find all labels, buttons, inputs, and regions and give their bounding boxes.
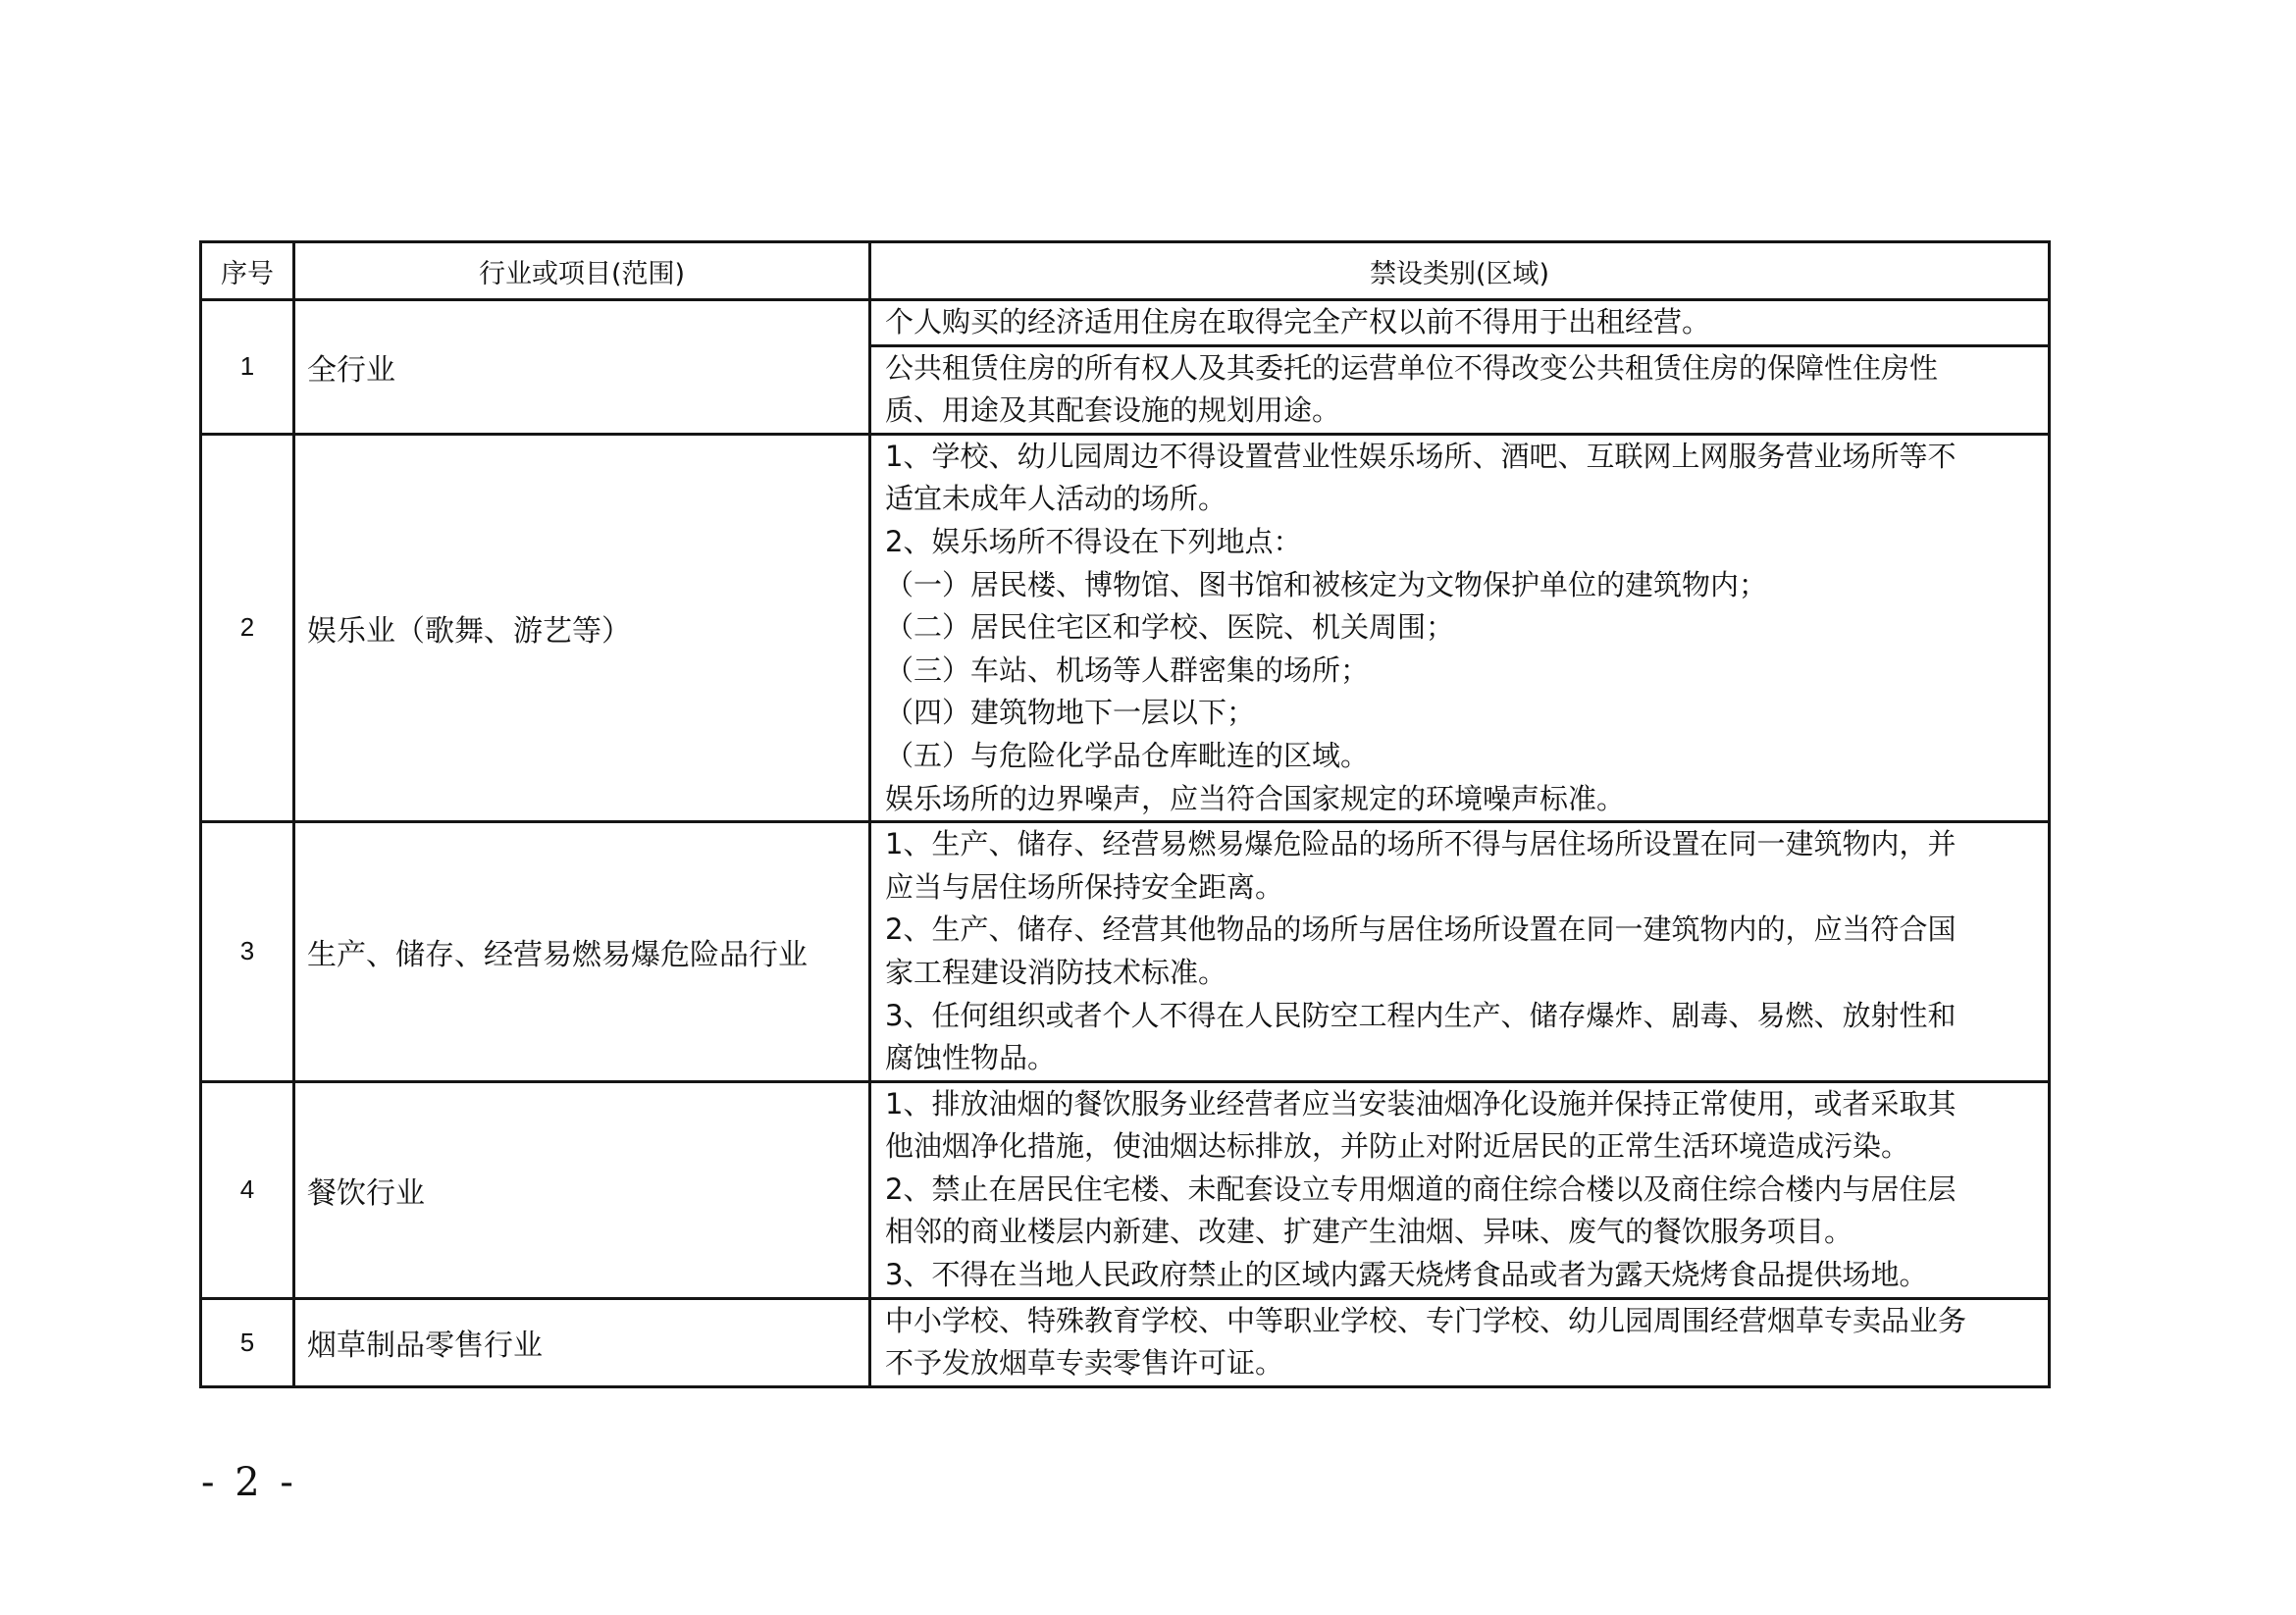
restriction-line: 2、娱乐场所不得设在下列地点： xyxy=(885,524,1302,558)
row-serial-number: 5 xyxy=(201,1298,294,1386)
restriction-line: （四）建筑物地下一层以下； xyxy=(885,696,1256,730)
restriction-block xyxy=(871,436,2048,820)
restriction-block xyxy=(871,1083,2048,1297)
restriction-line: 中小学校、特殊教育学校、中等职业学校、专门学校、幼儿园周围经营烟草专卖品业务 xyxy=(885,1303,1967,1337)
table-row xyxy=(201,300,2050,435)
row-restrictions xyxy=(870,822,2050,1082)
table-body xyxy=(201,300,2050,1387)
row-industry: 烟草制品零售行业 xyxy=(294,1298,870,1386)
restriction-table xyxy=(199,240,2051,1388)
table-row xyxy=(201,1081,2050,1298)
row-restrictions xyxy=(870,434,2050,821)
restriction-line: 公共租赁住房的所有权人及其委托的运营单位不得改变公共租赁住房的保障性住房性 xyxy=(885,350,1939,385)
row-restrictions xyxy=(870,1298,2050,1386)
restriction-line: 个人购买的经济适用住房在取得完全产权以前不得用于出租经营。 xyxy=(885,305,1711,339)
restriction-line: 不予发放烟草专卖零售许可证。 xyxy=(885,1346,1284,1381)
header-serial-number: 序号 xyxy=(201,242,294,300)
table-header-row xyxy=(201,242,2050,300)
row-industry: 生产、储存、经营易燃易爆危险品行业 xyxy=(294,822,870,1082)
restriction-line: 应当与居住场所保持安全距离。 xyxy=(885,869,1284,904)
restriction-line: （三）车站、机场等人群密集的场所； xyxy=(885,652,1370,687)
restriction-block xyxy=(871,823,2048,1080)
restriction-line: 相邻的商业楼层内新建、改建、扩建产生油烟、异味、废气的餐饮服务项目。 xyxy=(885,1215,1853,1249)
row-restrictions xyxy=(870,1081,2050,1298)
restriction-block xyxy=(871,1300,2048,1385)
row-industry: 餐饮行业 xyxy=(294,1081,870,1298)
row-restrictions xyxy=(870,300,2050,435)
restriction-line: （二）居民住宅区和学校、医院、机关周围； xyxy=(885,610,1455,645)
restriction-line: （一）居民楼、博物馆、图书馆和被核定为文物保护单位的建筑物内； xyxy=(885,567,1768,601)
restriction-line: 2、生产、储存、经营其他物品的场所与居住场所设置在同一建筑物内的，应当符合国 xyxy=(885,912,1957,947)
restriction-line: 3、任何组织或者个人不得在人民防空工程内生产、储存爆炸、剧毒、易燃、放射性和 xyxy=(885,998,1957,1032)
table-row xyxy=(201,434,2050,821)
header-restricted-category: 禁设类别(区域) xyxy=(870,242,2050,300)
restriction-line: 他油烟净化措施，使油烟达标排放，并防止对附近居民的正常生活环境造成污染。 xyxy=(885,1129,1910,1164)
restriction-block xyxy=(871,301,2048,344)
row-industry: 娱乐业（歌舞、游艺等） xyxy=(294,434,870,821)
restriction-line: 1、学校、幼儿园周边不得设置营业性娱乐场所、酒吧、互联网上网服务营业场所等不 xyxy=(885,439,1957,473)
row-serial-number: 3 xyxy=(201,822,294,1082)
restriction-line: 3、不得在当地人民政府禁止的区域内露天烧烤食品或者为露天烧烤食品提供场地。 xyxy=(885,1258,1928,1292)
restriction-line: （五）与危险化学品仓库毗连的区域。 xyxy=(885,738,1370,772)
restriction-line: 1、生产、储存、经营易燃易爆危险品的场所不得与居住场所设置在同一建筑物内，并 xyxy=(885,827,1957,861)
row-industry: 全行业 xyxy=(294,300,870,435)
restriction-line: 家工程建设消防技术标准。 xyxy=(885,955,1227,989)
restriction-line: 适宜未成年人活动的场所。 xyxy=(885,482,1227,516)
table-row xyxy=(201,1298,2050,1386)
restriction-block xyxy=(871,344,2048,433)
page-number: - 2 - xyxy=(201,1460,297,1505)
row-serial-number: 1 xyxy=(201,300,294,435)
table-row xyxy=(201,822,2050,1082)
row-serial-number: 2 xyxy=(201,434,294,821)
restriction-line: 1、排放油烟的餐饮服务业经营者应当安装油烟净化设施并保持正常使用，或者采取其 xyxy=(885,1086,1957,1120)
header-industry: 行业或项目(范围) xyxy=(294,242,870,300)
restriction-line: 质、用途及其配套设施的规划用途。 xyxy=(885,393,1341,428)
restriction-line: 娱乐场所的边界噪声，应当符合国家规定的环境噪声标准。 xyxy=(885,781,1626,815)
restriction-line: 腐蚀性物品。 xyxy=(885,1041,1057,1075)
restriction-line: 2、禁止在居民住宅楼、未配套设立专用烟道的商住综合楼以及商住综合楼内与居住层 xyxy=(885,1172,1957,1206)
row-serial-number: 4 xyxy=(201,1081,294,1298)
